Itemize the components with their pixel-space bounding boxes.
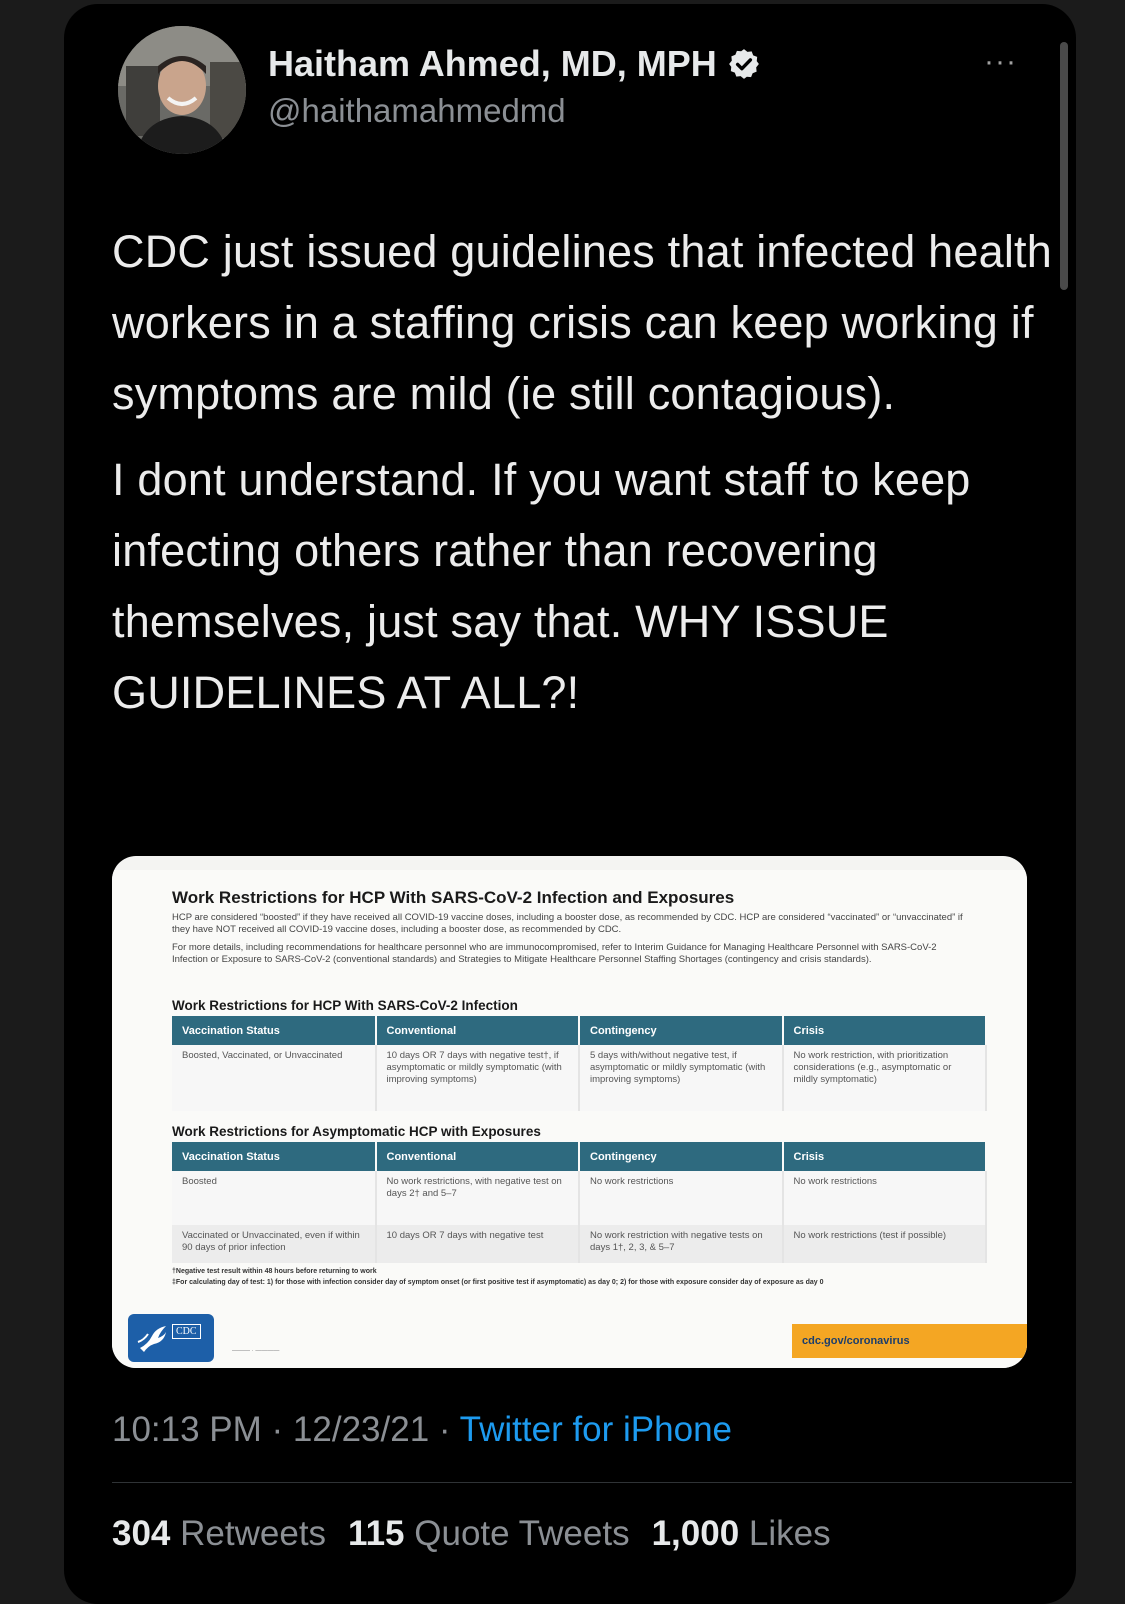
table-cell: Boosted <box>172 1171 376 1225</box>
retweets-label: Retweets <box>180 1514 327 1553</box>
quote-tweets-count: 115 <box>348 1514 405 1553</box>
tweet-date[interactable]: 12/23/21 <box>292 1410 430 1449</box>
table-header: Conventional <box>376 1142 580 1171</box>
verified-badge-icon <box>727 47 761 81</box>
table-header: Conventional <box>376 1016 580 1045</box>
table1-title: Work Restrictions for HCP With SARS-CoV-2 Infection <box>172 998 518 1013</box>
engagement-stats <box>112 1514 831 1562</box>
table-header-row <box>172 1142 986 1171</box>
avatar-photo <box>118 26 246 154</box>
document-details: For more details, including recommendations for healthcare personnel who are immunocompromised, refer to Interim Guidance for Managing Healthcare Personnel with SARS-CoV-2 Infection or Exposure to SARS-CoV-2 (conventional standards) and Strategies to Mitigate Healthcare Personnel Staffing Shortages (contingency and crisis standards). <box>172 942 937 965</box>
quote-tweets-stat[interactable] <box>348 1514 630 1553</box>
table-header: Crisis <box>783 1016 987 1045</box>
avatar[interactable] <box>118 26 246 154</box>
table-cell: No work restrictions <box>783 1171 987 1225</box>
tweet-paragraph-2: I dont understand. If you want staff to keep infecting others rather than recovering themselves, just say that. WHY ISSUE GUIDELINES AT ALL?! <box>112 454 971 718</box>
tweet-time[interactable]: 10:13 PM <box>112 1410 262 1449</box>
tweet-meta <box>112 1410 732 1458</box>
footnote-day-calculation: ‡For calculating day of test: 1) for those with infection consider day of symptom onset (or first positive test if asymptomatic) as day 0; 2) for those with exposure consider day of exposure as day 0 <box>172 1279 824 1286</box>
table-cell: 10 days OR 7 days with negative test†, if asymptomatic or mildly symptomatic (with improving symptoms) <box>376 1045 580 1111</box>
footnote-negative-test: †Negative test result within 48 hours before returning to work <box>172 1268 377 1275</box>
tweet-source-link[interactable]: Twitter for iPhone <box>459 1410 732 1449</box>
likes-label: Likes <box>748 1514 831 1553</box>
table-cell: 10 days OR 7 days with negative test <box>376 1225 580 1263</box>
table-cell: No work restriction with negative tests on days 1†, 2, 3, & 5–7 <box>579 1225 783 1263</box>
table-cell: 5 days with/without negative test, if asymptomatic or mildly symptomatic (with improving symptoms) <box>579 1045 783 1111</box>
table-cell: Vaccinated or Unvaccinated, even if within 90 days of prior infection <box>172 1225 376 1263</box>
table-header-row <box>172 1016 986 1045</box>
quote-tweets-label: Quote Tweets <box>414 1514 630 1553</box>
table-header: Contingency <box>579 1142 783 1171</box>
exposure-restrictions-table <box>172 1142 987 1263</box>
table-row <box>172 1171 986 1225</box>
author-name-text: Haitham Ahmed, MD, MPH <box>268 43 717 84</box>
hhs-eagle-icon <box>134 1322 170 1354</box>
table-header: Contingency <box>579 1016 783 1045</box>
document-title: Work Restrictions for HCP With SARS-CoV-2 Infection and Exposures <box>172 888 735 907</box>
table-cell: Boosted, Vaccinated, or Unvaccinated <box>172 1045 376 1111</box>
table-header: Crisis <box>783 1142 987 1171</box>
retweets-count: 304 <box>112 1514 171 1553</box>
meta-separator: · <box>429 1410 460 1449</box>
cdc-url: cdc.gov/coronavirus <box>792 1324 1027 1358</box>
likes-count: 1,000 <box>651 1514 740 1553</box>
cdc-logo <box>128 1314 214 1362</box>
table-cell: No work restrictions, with negative test on days 2† and 5–7 <box>376 1171 580 1225</box>
form-id: ——— · ———— <box>232 1348 280 1354</box>
author-handle[interactable]: @haithamahmedmd <box>268 92 566 129</box>
table-header: Vaccination Status <box>172 1142 376 1171</box>
divider <box>112 1482 1072 1483</box>
table-cell: No work restrictions <box>579 1171 783 1225</box>
table-row <box>172 1225 986 1263</box>
document-intro: HCP are considered “boosted” if they have received all COVID-19 vaccine doses, including a booster dose, as recommended by CDC. HCP are considered “vaccinated” or “unvaccinated” if they have NOT received all COVID-19 vaccine doses, including a booster dose, as recommended by CDC. <box>172 912 963 935</box>
meta-separator: · <box>261 1410 293 1449</box>
cdc-logo-text: CDC <box>172 1324 201 1339</box>
tweet-paragraph-1: CDC just issued guidelines that infected health workers in a staffing crisis can keep working if symptoms are mild (ie still contagious). <box>112 226 1052 419</box>
table-cell: No work restriction, with prioritization considerations (e.g., asymptomatic or mildly symptomatic) <box>783 1045 987 1111</box>
cdc-document <box>112 870 1027 1368</box>
author-name[interactable] <box>268 40 761 88</box>
scrollbar[interactable] <box>1060 42 1068 290</box>
table2-title: Work Restrictions for Asymptomatic HCP with Exposures <box>172 1124 541 1139</box>
table-row <box>172 1045 986 1111</box>
retweets-stat[interactable] <box>112 1514 326 1553</box>
tweet-media-image[interactable] <box>112 856 1027 1368</box>
more-options-icon[interactable]: ··· <box>984 45 1017 78</box>
likes-stat[interactable] <box>652 1514 831 1553</box>
table-cell: No work restrictions (test if possible) <box>783 1225 987 1263</box>
table-header: Vaccination Status <box>172 1016 376 1045</box>
infection-restrictions-table <box>172 1016 987 1111</box>
tweet-text <box>112 216 1052 728</box>
